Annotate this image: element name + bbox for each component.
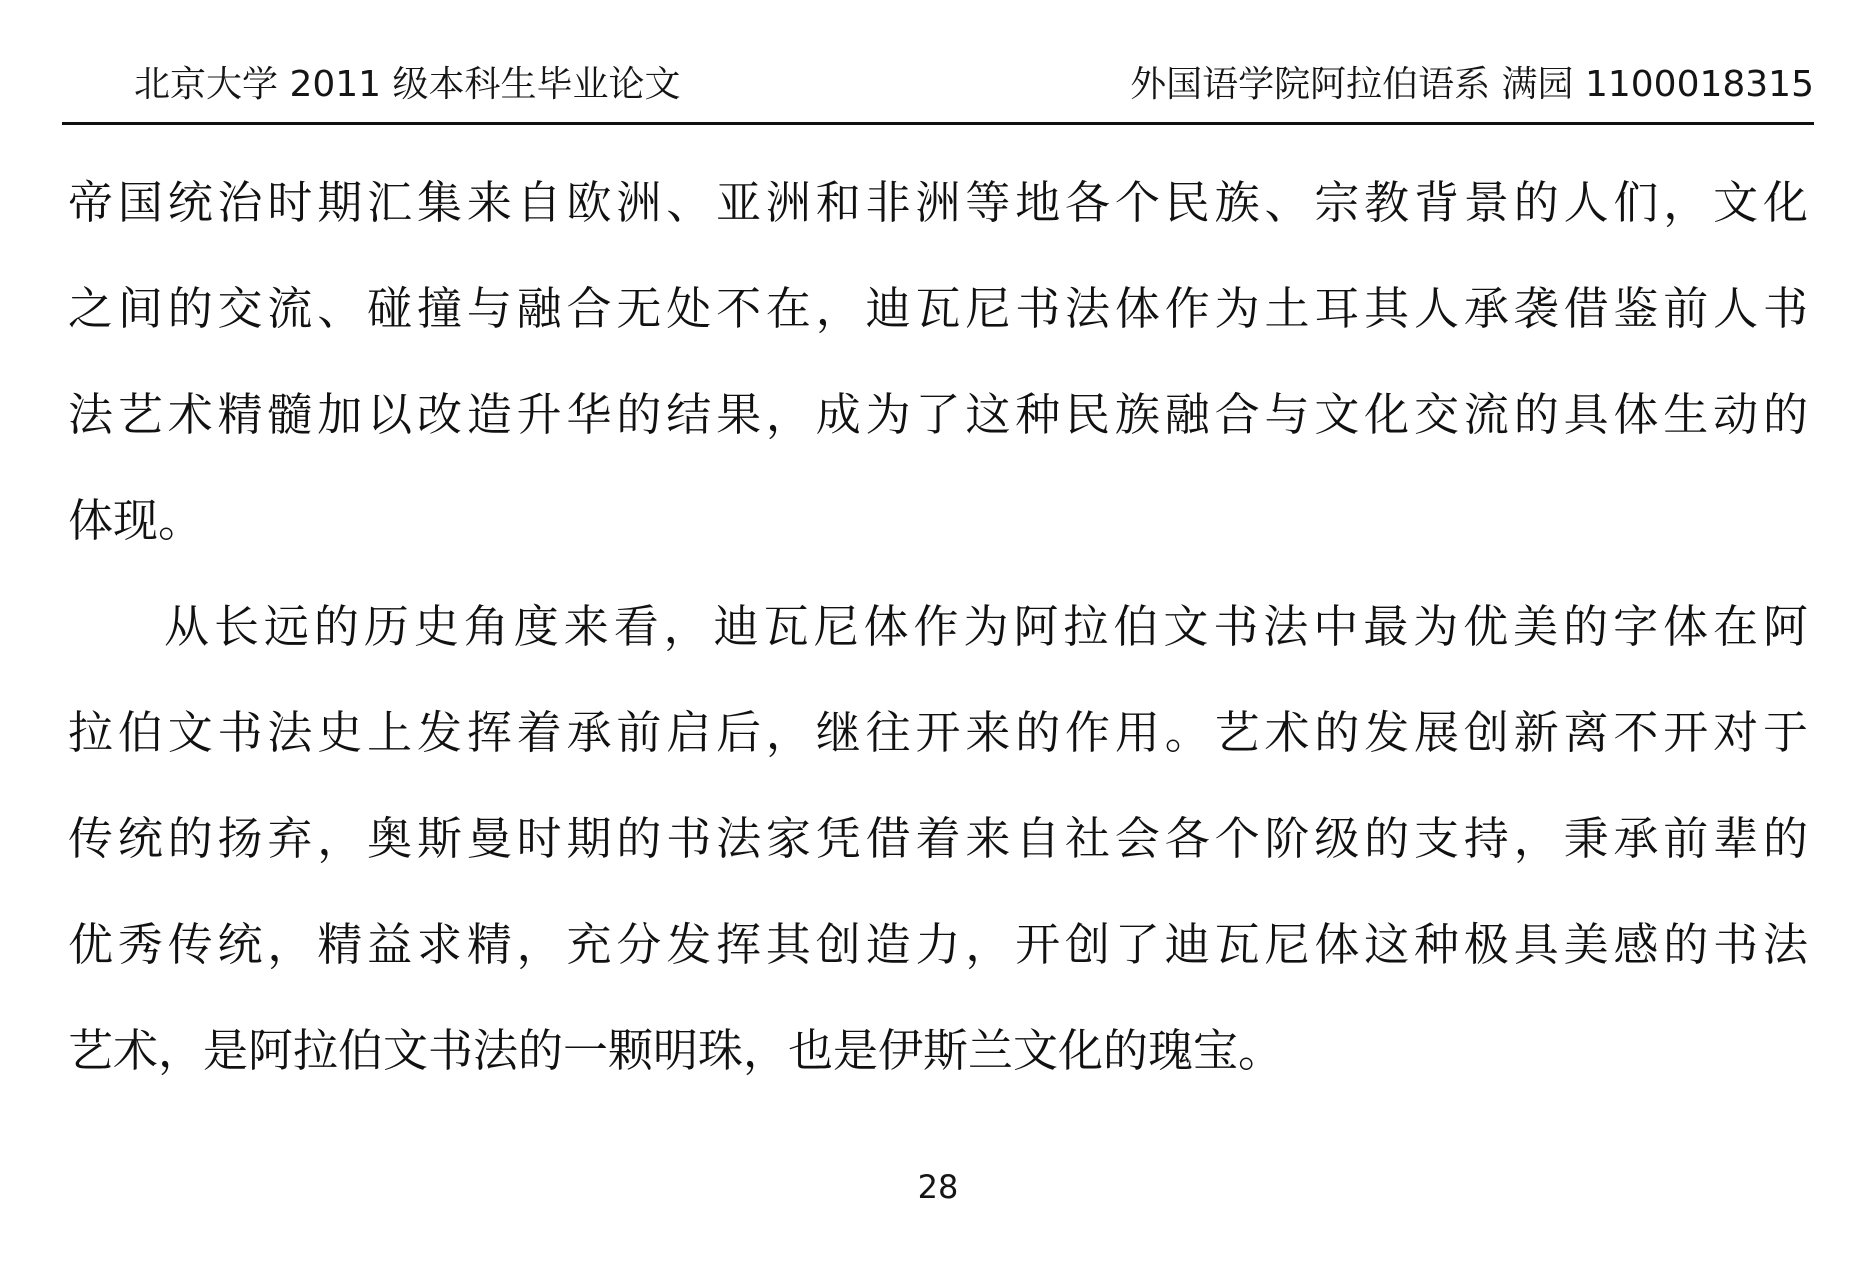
paragraph-line: 之间的交流、碰撞与融合无处不在，迪瓦尼书法体作为土耳其人承袭借鉴前人书 (68, 282, 1808, 335)
paragraph-1 (68, 150, 1808, 574)
page-number: 28 (917, 1168, 959, 1206)
author-department-header: 外国语学院阿拉伯语系 满园 1100018315 (1130, 64, 1814, 105)
paragraph-line: 法艺术精髓加以改造升华的结果，成为了这种民族融合与文化交流的具体生动的 (68, 388, 1808, 441)
thesis-title-header: 北京大学 2011 级本科生毕业论文 (134, 64, 681, 105)
paragraph-line: 传统的扬弃，奥斯曼时期的书法家凭借着来自社会各个阶级的支持，秉承前辈的 (68, 812, 1808, 865)
paragraph-line: 体现。 (68, 494, 204, 547)
thesis-body-text (68, 150, 1808, 1104)
page-header (62, 38, 1814, 124)
header-divider (62, 122, 1814, 125)
paragraph-line: 帝国统治时期汇集来自欧洲、亚洲和非洲等地各个民族、宗教背景的人们，文化 (68, 176, 1808, 229)
paragraph-line: 从长远的历史角度来看，迪瓦尼体作为阿拉伯文书法中最为优美的字体在阿 (164, 600, 1808, 653)
paragraph-line: 艺术，是阿拉伯文书法的一颗明珠，也是伊斯兰文化的瑰宝。 (68, 1024, 1284, 1077)
paragraph-line: 拉伯文书法史上发挥着承前启后，继往开来的作用。艺术的发展创新离不开对于 (68, 706, 1808, 759)
paragraph-line: 优秀传统，精益求精，充分发挥其创造力，开创了迪瓦尼体这种极具美感的书法 (68, 918, 1808, 971)
paragraph-2 (68, 574, 1808, 1104)
